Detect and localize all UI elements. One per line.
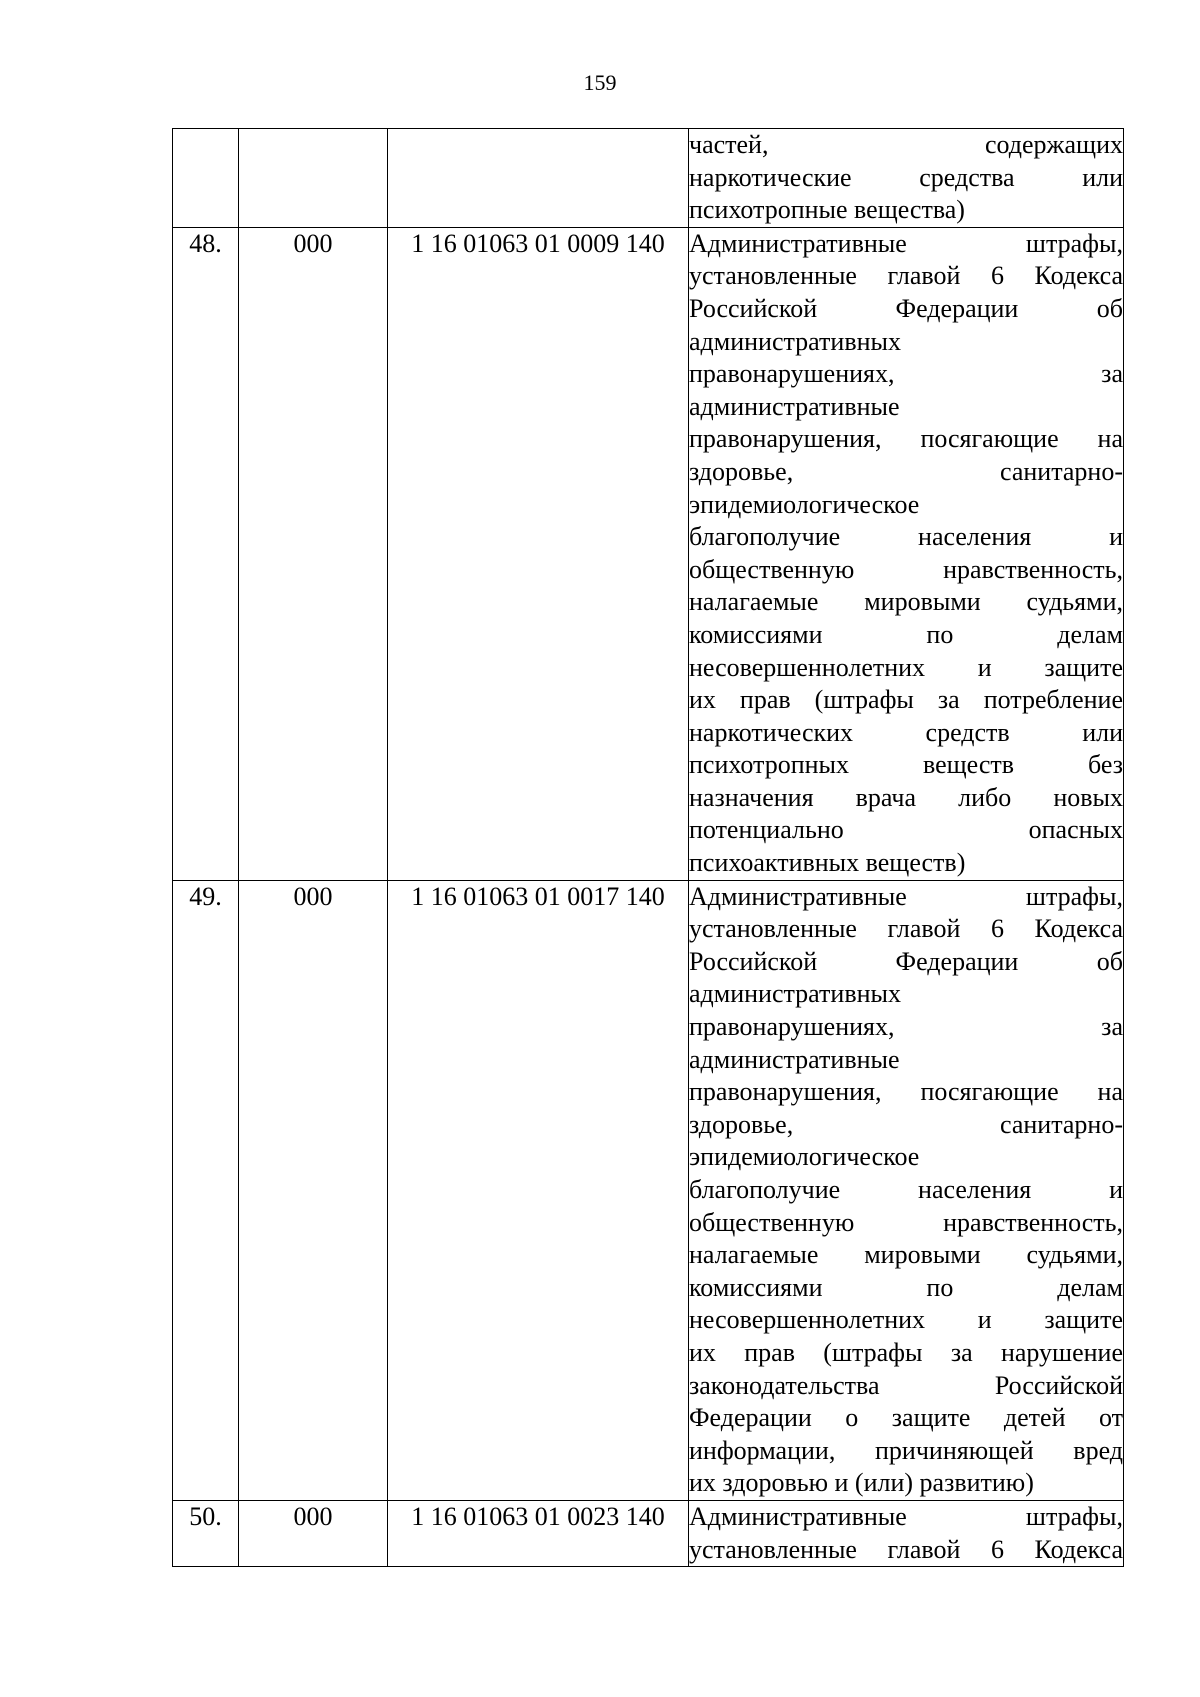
budget-classification-code-cell: 1 16 01063 01 0009 140 (388, 227, 689, 880)
description-line: административных (689, 979, 901, 1009)
description-line: административные (689, 391, 900, 421)
description-line: установленные главой 6 Кодекса (689, 914, 1123, 944)
description-cell (689, 129, 1124, 228)
description-line: Административные штрафы, (689, 1501, 1123, 1531)
description-line: установленные главой 6 Кодекса (689, 261, 1123, 291)
row-number-cell (173, 129, 239, 228)
description-line: психотропные вещества) (689, 195, 965, 225)
table-row (173, 129, 1124, 228)
budget-classification-code-cell (388, 129, 689, 228)
description-line: Административные штрафы, (689, 881, 1123, 911)
description-cell (689, 880, 1124, 1500)
description-line: общественную нравственность, (689, 1207, 1123, 1237)
description-line: информации, причиняющей вред (689, 1435, 1123, 1465)
description-line: благополучие населения и (689, 522, 1123, 552)
description-line: Федерации о защите детей от (689, 1403, 1123, 1433)
description-line: потенциально опасных (689, 815, 1123, 845)
description-line: правонарушениях, за (689, 1012, 1123, 1042)
row-number-cell: 48. (173, 227, 239, 880)
description-line: их прав (штрафы за потребление (689, 685, 1123, 715)
admin-code-cell (239, 129, 388, 228)
description-line: законодательства Российской (689, 1370, 1123, 1400)
description-line: психотропных веществ без (689, 750, 1123, 780)
page-number: 159 (583, 70, 617, 95)
row-number-cell: 49. (173, 880, 239, 1500)
table-row (173, 227, 1124, 880)
description-line: эпидемиологическое (689, 489, 920, 519)
table-row (173, 880, 1124, 1500)
description-line: наркотических средств или (689, 717, 1123, 747)
description-line: частей, содержащих (689, 130, 1123, 159)
description-line: их здоровью и (или) развитию) (689, 1468, 1034, 1498)
description-line: административные (689, 1044, 900, 1074)
description-line: их прав (штрафы за нарушение (689, 1337, 1123, 1367)
description-line: Административные штрафы, (689, 228, 1123, 258)
description-line: Российской Федерации об (689, 293, 1123, 323)
description-line: несовершеннолетних и защите (689, 652, 1123, 682)
description-line: эпидемиологическое (689, 1142, 920, 1172)
description-cell (689, 1500, 1124, 1566)
description-line: комиссиями по делам (689, 1272, 1123, 1302)
description-line: общественную нравственность, (689, 554, 1123, 584)
description-line: Российской Федерации об (689, 946, 1123, 976)
description-line: психоактивных веществ) (689, 848, 966, 878)
description-line: благополучие населения и (689, 1175, 1123, 1204)
description-line: комиссиями по делам (689, 619, 1123, 649)
description-line: правонарушения, посягающие на (689, 1077, 1123, 1107)
budget-classification-code-cell: 1 16 01063 01 0023 140 (388, 1500, 689, 1566)
description-line: налагаемые мировыми судьями, (689, 587, 1123, 617)
table-row (173, 1500, 1124, 1566)
description-line: здоровье, санитарно- (689, 456, 1123, 486)
admin-code-cell: 000 (239, 1500, 388, 1566)
description-cell (689, 227, 1124, 880)
description-line: назначения врача либо новых (689, 782, 1123, 812)
admin-code-cell: 000 (239, 227, 388, 880)
description-line: правонарушениях, за (689, 359, 1123, 389)
budget-codes-table (172, 128, 1124, 1567)
description-line: установленные главой 6 Кодекса (689, 1534, 1123, 1564)
description-line: административных (689, 326, 901, 356)
description-line: наркотические средства или (689, 162, 1123, 192)
description-line: правонарушения, посягающие на (689, 424, 1123, 454)
description-line: налагаемые мировыми судьями, (689, 1240, 1123, 1270)
description-line: здоровье, санитарно- (689, 1109, 1123, 1139)
row-number-cell: 50. (173, 1500, 239, 1566)
description-line: несовершеннолетних и защите (689, 1305, 1123, 1335)
table-body (173, 129, 1124, 1567)
budget-classification-code-cell: 1 16 01063 01 0017 140 (388, 880, 689, 1500)
admin-code-cell: 000 (239, 880, 388, 1500)
